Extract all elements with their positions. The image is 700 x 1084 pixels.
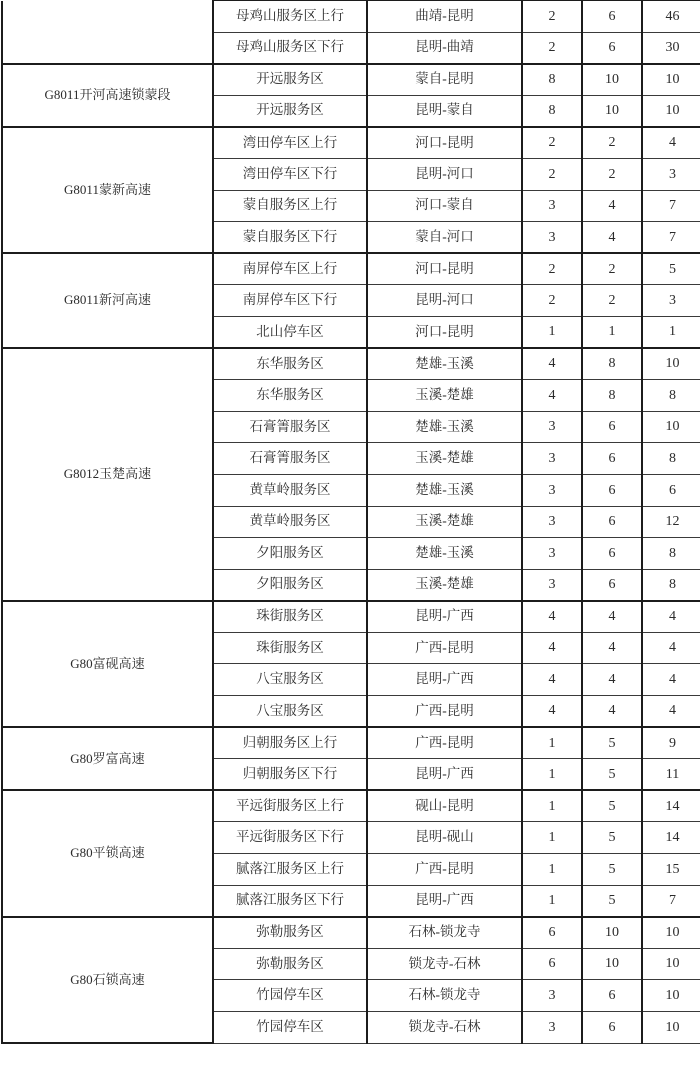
direction-cell: 砚山-昆明 (367, 790, 522, 822)
direction-cell: 玉溪-楚雄 (367, 380, 522, 412)
value-cell: 4 (642, 664, 700, 696)
value-cell: 2 (582, 285, 642, 317)
direction-cell: 广西-昆明 (367, 696, 522, 728)
value-cell: 2 (582, 127, 642, 159)
station-cell: 平远街服务区下行 (213, 822, 367, 854)
value-cell: 10 (642, 411, 700, 443)
direction-cell: 楚雄-玉溪 (367, 538, 522, 570)
station-cell: 开远服务区 (213, 95, 367, 127)
value-cell: 2 (522, 127, 582, 159)
table-row (2, 127, 700, 159)
value-cell: 1 (522, 727, 582, 759)
station-cell: 石膏箐服务区 (213, 411, 367, 443)
table-row (2, 253, 700, 285)
highway-group-cell: G80石锁高速 (2, 917, 213, 1043)
value-cell: 5 (582, 759, 642, 791)
station-cell: 湾田停车区下行 (213, 158, 367, 190)
value-cell: 10 (642, 64, 700, 96)
direction-cell: 昆明-广西 (367, 759, 522, 791)
value-cell: 8 (642, 443, 700, 475)
station-cell: 八宝服务区 (213, 696, 367, 728)
value-cell: 5 (582, 727, 642, 759)
direction-cell: 蒙自-昆明 (367, 64, 522, 96)
value-cell: 1 (642, 316, 700, 348)
value-cell: 6 (582, 506, 642, 538)
table-row (2, 348, 700, 380)
highway-group-cell: G80平锁高速 (2, 790, 213, 916)
direction-cell: 石林-锁龙寺 (367, 980, 522, 1012)
station-cell: 腻落江服务区下行 (213, 885, 367, 917)
value-cell: 1 (522, 822, 582, 854)
direction-cell: 锁龙寺-石林 (367, 1012, 522, 1044)
table-row (2, 790, 700, 822)
value-cell: 8 (522, 95, 582, 127)
direction-cell: 河口-蒙自 (367, 190, 522, 222)
station-cell: 归朝服务区下行 (213, 759, 367, 791)
direction-cell: 广西-昆明 (367, 727, 522, 759)
value-cell: 15 (642, 854, 700, 886)
value-cell: 6 (582, 32, 642, 64)
direction-cell: 楚雄-玉溪 (367, 411, 522, 443)
value-cell: 6 (582, 1012, 642, 1044)
direction-cell: 昆明-广西 (367, 664, 522, 696)
station-cell: 珠街服务区 (213, 601, 367, 633)
direction-cell: 昆明-广西 (367, 601, 522, 633)
station-cell: 弥勒服务区 (213, 948, 367, 980)
value-cell: 8 (642, 380, 700, 412)
direction-cell: 楚雄-玉溪 (367, 348, 522, 380)
direction-cell: 玉溪-楚雄 (367, 569, 522, 601)
value-cell: 2 (522, 253, 582, 285)
value-cell: 11 (642, 759, 700, 791)
value-cell: 10 (582, 64, 642, 96)
value-cell: 2 (522, 1, 582, 33)
station-cell: 黄草岭服务区 (213, 474, 367, 506)
value-cell: 10 (642, 948, 700, 980)
value-cell: 10 (582, 95, 642, 127)
station-cell: 平远街服务区上行 (213, 790, 367, 822)
value-cell: 8 (582, 380, 642, 412)
value-cell: 7 (642, 222, 700, 254)
direction-cell: 昆明-蒙自 (367, 95, 522, 127)
direction-cell: 玉溪-楚雄 (367, 443, 522, 475)
value-cell: 8 (522, 64, 582, 96)
direction-cell: 石林-锁龙寺 (367, 917, 522, 949)
highway-group-cell: G8011蒙新高速 (2, 127, 213, 253)
value-cell: 6 (582, 1, 642, 33)
value-cell: 10 (582, 948, 642, 980)
value-cell: 14 (642, 790, 700, 822)
station-cell: 母鸡山服务区下行 (213, 32, 367, 64)
value-cell: 4 (582, 601, 642, 633)
value-cell: 1 (522, 854, 582, 886)
value-cell: 3 (522, 569, 582, 601)
station-cell: 归朝服务区上行 (213, 727, 367, 759)
value-cell: 6 (522, 917, 582, 949)
station-cell: 湾田停车区上行 (213, 127, 367, 159)
value-cell: 6 (522, 948, 582, 980)
value-cell: 10 (642, 348, 700, 380)
value-cell: 46 (642, 1, 700, 33)
station-cell: 蒙自服务区上行 (213, 190, 367, 222)
value-cell: 5 (642, 253, 700, 285)
value-cell: 10 (642, 95, 700, 127)
value-cell: 2 (582, 158, 642, 190)
direction-cell: 玉溪-楚雄 (367, 506, 522, 538)
value-cell: 4 (582, 632, 642, 664)
table-row (2, 64, 700, 96)
value-cell: 1 (522, 790, 582, 822)
value-cell: 4 (522, 632, 582, 664)
highway-group-cell: G80富砚高速 (2, 601, 213, 727)
direction-cell: 昆明-砚山 (367, 822, 522, 854)
value-cell: 3 (522, 1012, 582, 1044)
value-cell: 4 (522, 696, 582, 728)
direction-cell: 锁龙寺-石林 (367, 948, 522, 980)
station-cell: 南屏停车区下行 (213, 285, 367, 317)
value-cell: 3 (522, 222, 582, 254)
value-cell: 3 (522, 474, 582, 506)
value-cell: 6 (582, 474, 642, 506)
direction-cell: 昆明-广西 (367, 885, 522, 917)
value-cell: 4 (582, 664, 642, 696)
value-cell: 5 (582, 885, 642, 917)
value-cell: 6 (582, 443, 642, 475)
station-cell: 东华服务区 (213, 348, 367, 380)
station-cell: 竹园停车区 (213, 1012, 367, 1044)
value-cell: 6 (642, 474, 700, 506)
value-cell: 12 (642, 506, 700, 538)
station-cell: 八宝服务区 (213, 664, 367, 696)
station-cell: 夕阳服务区 (213, 538, 367, 570)
value-cell: 3 (522, 506, 582, 538)
value-cell: 3 (522, 980, 582, 1012)
direction-cell: 河口-昆明 (367, 253, 522, 285)
highway-group-cell: G8011新河高速 (2, 253, 213, 348)
station-cell: 母鸡山服务区上行 (213, 1, 367, 33)
station-cell: 弥勒服务区 (213, 917, 367, 949)
value-cell: 8 (582, 348, 642, 380)
direction-cell: 楚雄-玉溪 (367, 474, 522, 506)
table-row (2, 601, 700, 633)
value-cell: 4 (642, 127, 700, 159)
value-cell: 4 (522, 601, 582, 633)
direction-cell: 广西-昆明 (367, 854, 522, 886)
station-cell: 南屏停车区上行 (213, 253, 367, 285)
value-cell: 3 (642, 285, 700, 317)
direction-cell: 河口-昆明 (367, 316, 522, 348)
value-cell: 4 (642, 601, 700, 633)
value-cell: 4 (642, 696, 700, 728)
value-cell: 3 (522, 538, 582, 570)
value-cell: 1 (522, 316, 582, 348)
value-cell: 2 (522, 32, 582, 64)
station-cell: 腻落江服务区上行 (213, 854, 367, 886)
value-cell: 5 (582, 790, 642, 822)
service-area-table (1, 0, 700, 1044)
value-cell: 4 (582, 222, 642, 254)
value-cell: 1 (522, 759, 582, 791)
station-cell: 东华服务区 (213, 380, 367, 412)
value-cell: 14 (642, 822, 700, 854)
value-cell: 3 (642, 158, 700, 190)
value-cell: 4 (582, 696, 642, 728)
value-cell: 3 (522, 190, 582, 222)
value-cell: 4 (522, 664, 582, 696)
value-cell: 10 (642, 1012, 700, 1044)
table-row (2, 1, 700, 33)
value-cell: 10 (642, 980, 700, 1012)
highway-group-cell: G80罗富高速 (2, 727, 213, 790)
value-cell: 1 (522, 885, 582, 917)
value-cell: 4 (522, 348, 582, 380)
station-cell: 石膏箐服务区 (213, 443, 367, 475)
value-cell: 5 (582, 854, 642, 886)
highway-group-cell: G8011开河高速锁蒙段 (2, 64, 213, 127)
highway-group-cell: G8012玉楚高速 (2, 348, 213, 601)
station-cell: 开远服务区 (213, 64, 367, 96)
value-cell: 7 (642, 190, 700, 222)
value-cell: 4 (522, 380, 582, 412)
value-cell: 5 (582, 822, 642, 854)
table-body (2, 1, 700, 1044)
table-row (2, 727, 700, 759)
value-cell: 3 (522, 411, 582, 443)
direction-cell: 广西-昆明 (367, 632, 522, 664)
direction-cell: 蒙自-河口 (367, 222, 522, 254)
station-cell: 蒙自服务区下行 (213, 222, 367, 254)
station-cell: 竹园停车区 (213, 980, 367, 1012)
value-cell: 4 (642, 632, 700, 664)
value-cell: 30 (642, 32, 700, 64)
direction-cell: 曲靖-昆明 (367, 1, 522, 33)
value-cell: 9 (642, 727, 700, 759)
table-row (2, 917, 700, 949)
value-cell: 6 (582, 569, 642, 601)
station-cell: 黄草岭服务区 (213, 506, 367, 538)
station-cell: 珠街服务区 (213, 632, 367, 664)
value-cell: 10 (582, 917, 642, 949)
direction-cell: 昆明-曲靖 (367, 32, 522, 64)
value-cell: 7 (642, 885, 700, 917)
value-cell: 2 (522, 158, 582, 190)
station-cell: 夕阳服务区 (213, 569, 367, 601)
highway-group-cell (2, 1, 213, 64)
direction-cell: 昆明-河口 (367, 158, 522, 190)
value-cell: 10 (642, 917, 700, 949)
direction-cell: 河口-昆明 (367, 127, 522, 159)
value-cell: 8 (642, 538, 700, 570)
value-cell: 6 (582, 980, 642, 1012)
value-cell: 4 (582, 190, 642, 222)
value-cell: 1 (582, 316, 642, 348)
value-cell: 6 (582, 411, 642, 443)
value-cell: 6 (582, 538, 642, 570)
direction-cell: 昆明-河口 (367, 285, 522, 317)
value-cell: 8 (642, 569, 700, 601)
value-cell: 2 (522, 285, 582, 317)
value-cell: 2 (582, 253, 642, 285)
value-cell: 3 (522, 443, 582, 475)
station-cell: 北山停车区 (213, 316, 367, 348)
